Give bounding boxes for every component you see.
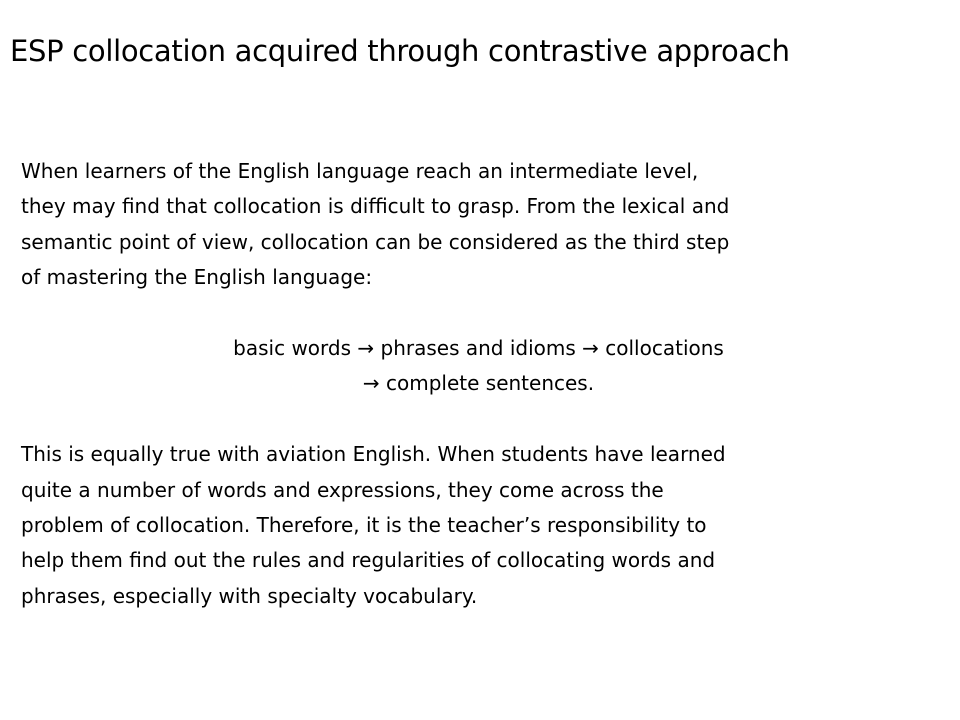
paragraph-spacer (21, 296, 946, 331)
paragraph-spacer (21, 402, 946, 437)
closing-line: problem of collocation. Therefore, it is the teacher’s responsibility to (21, 513, 707, 538)
closing-line: help them find out the rules and regularities of collocating words and (21, 548, 716, 573)
slide-body (21, 154, 946, 614)
closing-line: quite a number of words and expressions, they come across the (21, 477, 664, 502)
intro-line: they may find that collocation is difficult to grasp. From the lexical and (21, 194, 730, 219)
slide-title: ESP collocation acquired through contrastive approach (10, 34, 790, 68)
intro-line: semantic point of view, collocation can be considered as the third step (21, 229, 730, 254)
sequence-line: basic words → phrases and idioms → collocations (233, 336, 724, 361)
intro-line: of mastering the English language: (21, 265, 373, 290)
sequence-paragraph (21, 331, 936, 402)
closing-line: phrases, especially with specialty vocabulary. (21, 583, 478, 608)
closing-line: This is equally true with aviation English. When students have learned (21, 442, 726, 467)
closing-paragraph (21, 437, 946, 614)
intro-paragraph (21, 154, 946, 296)
intro-line: When learners of the English language reach an intermediate level, (21, 159, 699, 183)
sequence-line: → complete sentences. (362, 371, 595, 396)
